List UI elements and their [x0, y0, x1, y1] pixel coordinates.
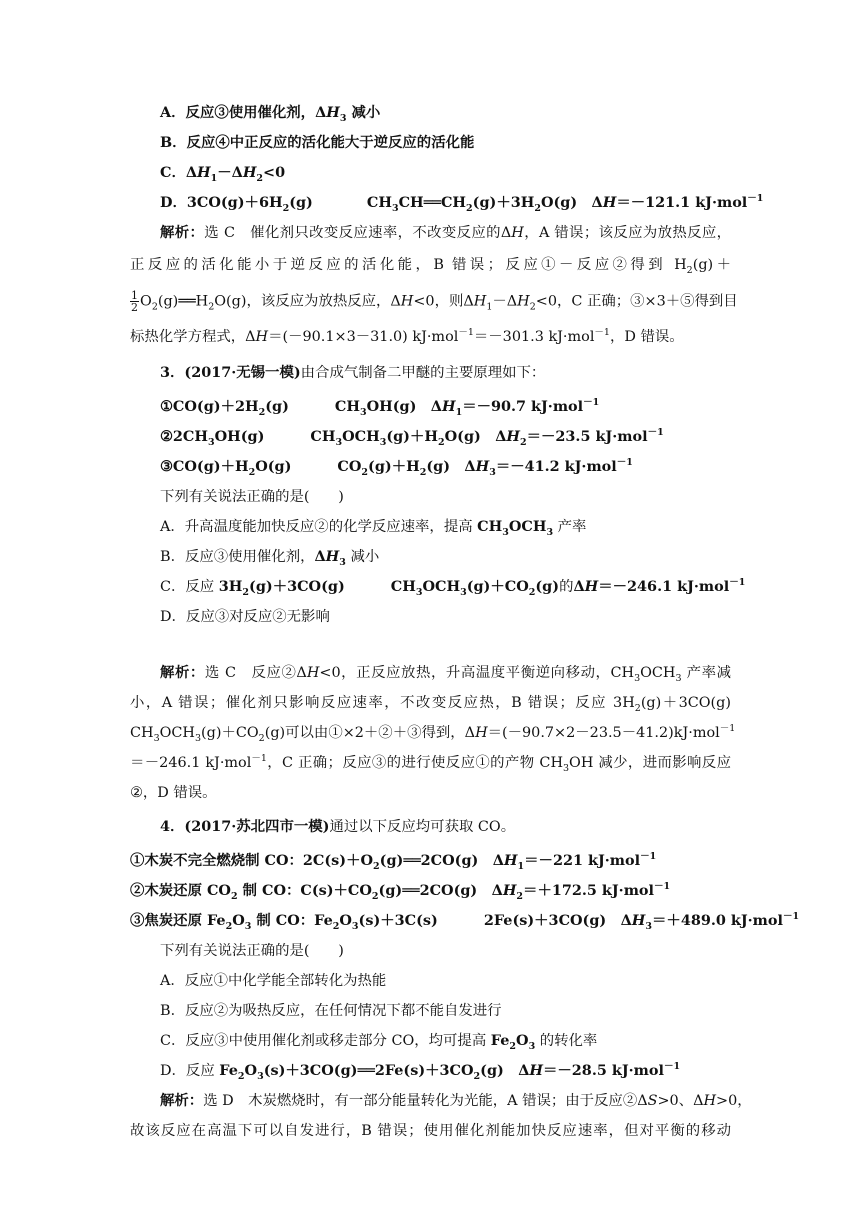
q4-option-c: C．反应③中使用催化剂或移走部分 CO，均可提高 $Fe_2O_3$ 的转化率 [160, 1032, 598, 1052]
q4-option-d: D．反应 $Fe_2O_3(s)+3CO(g)══2Fe(s)+3CO_2(g)$ ΔH＝－28.5 kJ·mol$^{-1}$ [160, 1061, 681, 1082]
q3-option-d: D．反应③对反应②无影响 [160, 609, 330, 625]
q3-analysis-line-5: ②，D 错误。 [130, 785, 217, 801]
q3-option-a: A．升高温度能加快反应②的化学反应速率，提高 $CH_3OCH_3$ 产率 [160, 518, 587, 538]
q3-reaction-3: $③CO(g)+H_2O(g)$ $CO_2(g)+H_2(g)$ $\Delta H_3=-41.2$ kJ·mol$^{-1}$ [160, 457, 633, 478]
q3-reaction-2: $②2CH_3OH(g)$ $CH_3OCH_3(g)+H_2O(g)$ $\Delta H_2=-23.5$ kJ·mol$^{-1}$ [160, 427, 664, 448]
q2-option-d: D．$3CO(g)+6H_2(g)$ $CH_3CH══CH_2(g)+3H_2O(g)$ ΔH＝－121.1 kJ·mol$^{-1}$ [160, 193, 764, 214]
q3-stem: 下列有关说法正确的是( ) [160, 489, 344, 505]
q4-title: 4．(2017·苏北四市一模)通过以下反应均可获取 CO。 [160, 818, 516, 835]
q4-reaction-1: ①木炭不完全燃烧制 CO：$2C(s)+O_2(g)══2CO(g)$ $\Delta H_1=-221$ kJ·mol$^{-1}$ [130, 851, 657, 872]
q3-analysis-line-2: 小，A 错误；催化剂只影响反应速率，不改变反应热，B 错误；反应 $3H_2(g)+3CO(g)$ [130, 695, 731, 714]
q3-reaction-1: $①CO(g)+2H_2(g)$ $CH_3OH(g)$ $\Delta H_1=-90.7$ kJ·mol$^{-1}$ [160, 397, 600, 418]
q4-reaction-2: ②木炭还原 $CO_2$ 制 CO：$C(s)+CO_2(g)══2CO(g)$ $\Delta H_2=+172.5$ kJ·mol$^{-1}$ [130, 881, 671, 902]
q2-analysis-line-3: $\frac{1}{2}$ $O_2(g)══H_2O(g)$，该反应为放热反应，ΔH<0，则$\Delta H_1-\Delta H_2<0$，C 正确；③×3＋⑤得到目 [131, 289, 738, 314]
q2-analysis-line-1: 解析：选 C 催化剂只改变反应速率，不改变反应的ΔH，A 错误；该反应为放热反应， [160, 224, 731, 241]
q2-analysis-line-4: 标热化学方程式，ΔH＝(－90.1×3－31.0) kJ·mol$^{-1}$＝－301.3 kJ·mol$^{-1}$，D 错误。 [130, 327, 684, 345]
q2-option-a: A．反应③使用催化剂，$\Delta H_3$ 减小 [160, 104, 381, 124]
q4-analysis-line-1: 解析：选 D 木炭燃烧时，有一部分能量转化为光能，A 错误；由于反应②ΔS>0、ΔH>0， [160, 1092, 752, 1109]
q2-option-b: B．反应④中正反应的活化能大于逆反应的活化能 [160, 134, 475, 151]
q4-option-b: B．反应②为吸热反应，在任何情况下都不能自发进行 [160, 1003, 502, 1019]
q4-reaction-3: ③焦炭还原 $Fe_2O_3$ 制 CO：$Fe_2O_3(s)+3C(s)$ 2Fe(s)＋3CO(g) $\Delta H_3=+489.0$ kJ·mol$^{-1}$ [130, 911, 800, 932]
q3-option-c: C．反应 $3H_2(g)+3CO(g)$ $CH_3OCH_3(g)+CO_2(g)$的ΔH＝－246.1 kJ·mol$^{-1}$ [160, 577, 746, 598]
q3-analysis-line-1: 解析：选 C 反应②ΔH<0，正反应放热，升高温度平衡逆向移动，$CH_3OCH_3$ 产率减 [160, 664, 731, 684]
q4-analysis-line-2: 故该反应在高温下可以自发进行，B 错误；使用催化剂能加快反应速率，但对平衡的移动 [130, 1123, 731, 1139]
q4-stem: 下列有关说法正确的是( ) [160, 943, 344, 959]
q4-option-a: A．反应①中化学能全部转化为热能 [160, 973, 387, 989]
q2-analysis-line-2: 正反应的活化能小于逆反应的活化能，B 错误；反应①－反应②得到 $H_2(g)+$ [130, 257, 731, 276]
q2-option-c: C．$\Delta H_1-\Delta H_2<0$ [160, 164, 286, 184]
fraction-one-half: $\frac{1}{2}$ [131, 289, 138, 314]
q3-title: 3．(2017·无锡一模)由合成气制备二甲醚的主要原理如下： [160, 364, 546, 381]
q3-analysis-line-3: $CH_3OCH_3(g)+CO_2(g)$可以由①×2＋②＋③得到，ΔH＝(－90.7×2－23.5－41.2)kJ·mol$^{-1}$ [130, 723, 736, 744]
q3-option-b: B．反应③使用催化剂，$\Delta H_3$ 减小 [160, 548, 380, 568]
q3-analysis-line-4: ＝－246.1 kJ·mol$^{-1}$，C 正确；反应③的进行使反应①的产物 $CH_3OH$ 减少，进而影响反应 [130, 753, 731, 774]
